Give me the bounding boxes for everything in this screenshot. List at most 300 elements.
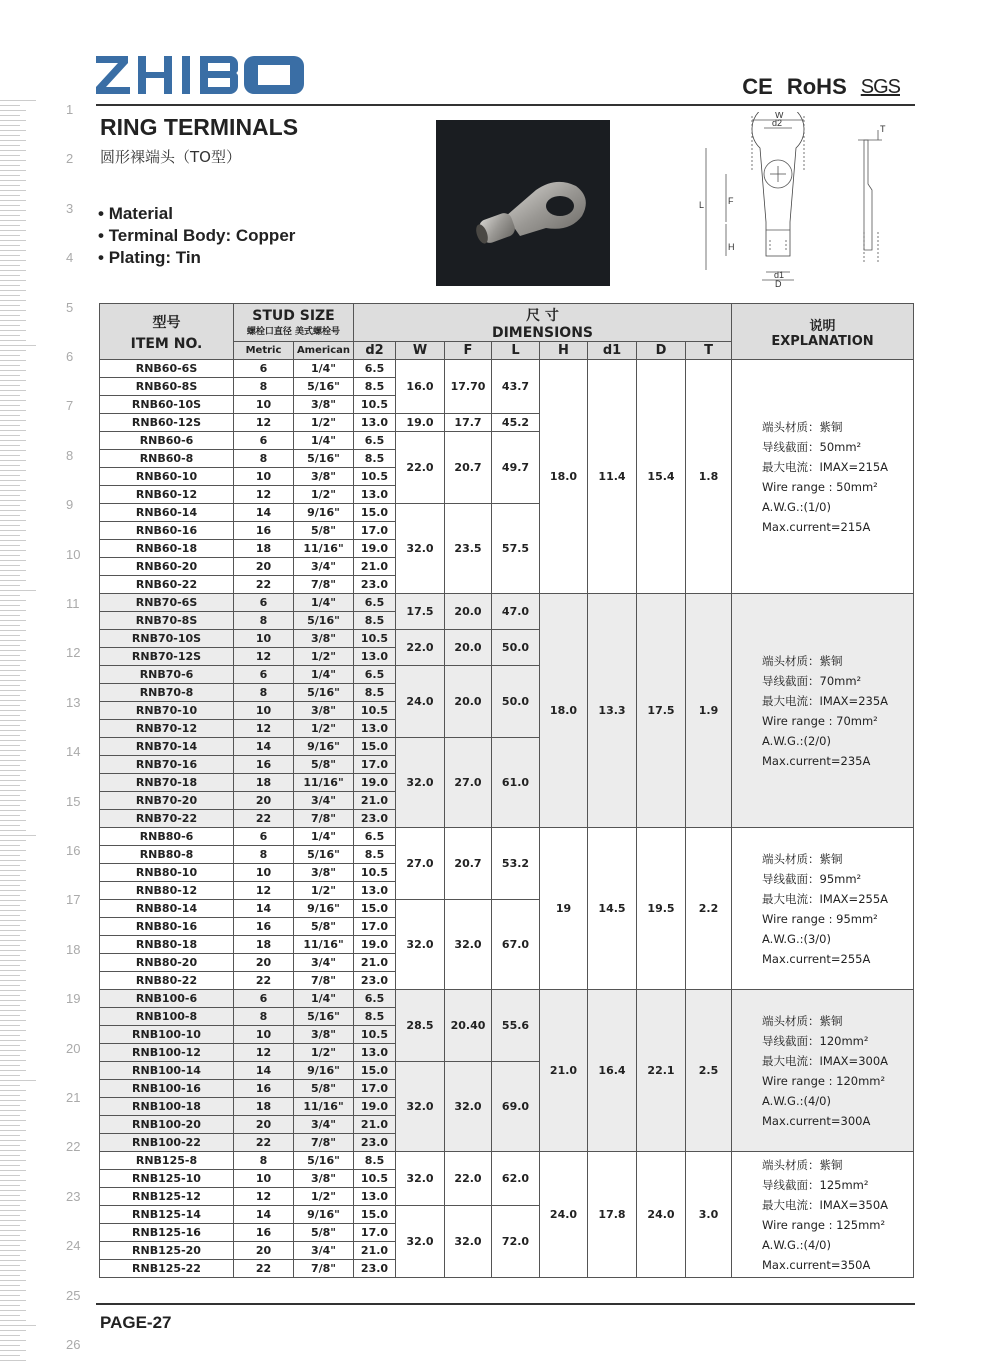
ruler-tick [0,1240,26,1241]
metric-cell: 16 [234,1224,294,1242]
ruler-tick [0,915,20,916]
label-w: W [775,112,784,120]
ruler-tick [0,305,20,306]
ruler-tick [0,725,20,726]
american-cell: 3/4" [294,1116,354,1134]
american-cell: 5/16" [294,1008,354,1026]
ruler-tick [0,1310,26,1311]
d2-cell: 13.0 [354,486,396,504]
item-no-cell: RNB60-10 [100,468,234,486]
ruler-tick [0,325,20,326]
ruler-tick [0,995,20,996]
metric-cell: 18 [234,774,294,792]
ruler-tick [0,200,26,201]
metric-cell: 22 [234,972,294,990]
american-cell: 7/8" [294,1260,354,1278]
american-cell: 7/8" [294,576,354,594]
d2-cell: 10.5 [354,630,396,648]
header-col-f: F [445,342,492,360]
metric-cell: 8 [234,1152,294,1170]
explanation-line: 端头材质：紫铜 [762,653,843,668]
item-no-cell: RNB60-20 [100,558,234,576]
explanation-line: A.W.G.:(2/0) [762,733,831,748]
ruler-tick [0,1070,26,1071]
ruler-tick [0,170,26,171]
ruler-tick [0,1005,20,1006]
metric-cell: 12 [234,414,294,432]
w-cell: 32.0 [396,504,445,594]
ruler-tick [0,235,20,236]
ruler-tick [0,1195,20,1196]
explanation-line: 最大电流：IMAX=235A [762,693,889,708]
metric-cell: 22 [234,576,294,594]
explanation-line: Max.current=235A [762,753,871,768]
header-dimensions [354,304,732,342]
ruler-tick [0,935,20,936]
metric-cell: 22 [234,1134,294,1152]
d2-cell: 8.5 [354,1008,396,1026]
ruler-tick [0,1225,20,1226]
ruler-tick [0,335,20,336]
ruler-tick [0,1160,26,1161]
american-cell: 7/8" [294,972,354,990]
item-no-cell: RNB70-22 [100,810,234,828]
d2-cell: 17.0 [354,918,396,936]
ruler-tick [0,845,20,846]
ruler-tick [0,1025,20,1026]
ruler-tick [0,1130,26,1131]
metric-cell: 22 [234,1260,294,1278]
item-no-cell: RNB60-16 [100,522,234,540]
w-cell: 32.0 [396,1206,445,1278]
explanation-line: Wire range : 95mm² [762,911,878,926]
ruler-tick [0,895,20,896]
h-cell: 19 [540,828,588,990]
d2-cell: 10.5 [354,468,396,486]
metric-cell: 14 [234,504,294,522]
w-cell: 32.0 [396,1152,445,1206]
ruler-tick [0,150,26,151]
ruler-tick [0,190,26,191]
table-row [100,360,914,378]
feature-item: • Material [98,203,295,225]
ruler-tick [0,1210,26,1211]
ruler-tick [0,685,20,686]
header-col-d: D [637,342,686,360]
ruler-tick [0,790,26,791]
metric-cell: 12 [234,1044,294,1062]
ruler-tick [0,310,26,311]
ruler-tick [0,1265,20,1266]
ruler-tick [0,645,20,646]
ruler-tick [0,1020,26,1021]
ruler-tick [0,565,20,566]
ruler-tick [0,1245,20,1246]
ruler-tick [0,1185,20,1186]
metric-cell: 10 [234,396,294,414]
d2-cell: 10.5 [354,702,396,720]
explanation-line: Wire range : 125mm² [762,1217,886,1232]
ruler-tick [0,155,20,156]
ruler-tick [0,1290,26,1291]
ruler-tick [0,265,20,266]
l-cell: 61.0 [492,738,540,828]
ruler-tick [0,775,20,776]
american-cell: 3/4" [294,1242,354,1260]
ruler-tick [0,700,26,701]
ruler-tick [0,290,26,291]
item-no-cell: RNB70-8S [100,612,234,630]
ruler-tick [0,320,26,321]
l-cell: 45.2 [492,414,540,432]
ruler-tick [0,1175,20,1176]
item-no-cell: RNB80-12 [100,882,234,900]
w-cell: 32.0 [396,1062,445,1152]
certification-marks [742,74,900,100]
d2-cell: 21.0 [354,792,396,810]
ruler-tick [0,300,26,301]
item-no-cell: RNB80-6 [100,828,234,846]
feature-list [98,203,295,269]
d2-cell: 13.0 [354,882,396,900]
american-cell: 3/8" [294,1026,354,1044]
american-cell: 1/4" [294,828,354,846]
ruler-tick [0,1205,20,1206]
american-cell: 1/2" [294,1188,354,1206]
metric-cell: 10 [234,1026,294,1044]
ruler-tick [0,105,20,106]
american-cell: 7/8" [294,1134,354,1152]
l-cell: 50.0 [492,630,540,666]
american-cell: 3/8" [294,630,354,648]
ruler-tick [0,600,26,601]
d1-cell: 16.4 [588,990,637,1152]
ruler-tick [0,1050,26,1051]
explanation-cell [732,360,914,594]
ruler-tick [0,1010,26,1011]
l-cell: 47.0 [492,594,540,630]
american-cell: 5/16" [294,378,354,396]
american-cell: 9/16" [294,738,354,756]
ruler-tick [0,440,26,441]
header-item-en: ITEM NO. [130,335,203,352]
item-no-cell: RNB70-16 [100,756,234,774]
f-cell: 32.0 [445,1206,492,1278]
ruler-tick [0,655,20,656]
ruler-tick [0,975,20,976]
l-cell: 57.5 [492,504,540,594]
ruler-tick [0,270,26,271]
item-no-cell: RNB70-20 [100,792,234,810]
ruler-tick [0,570,26,571]
ruler-tick [0,610,26,611]
explanation-line: 端头材质：紫铜 [762,851,843,866]
ruler-tick [0,920,26,921]
ruler-tick [0,525,20,526]
d2-cell: 8.5 [354,684,396,702]
ce-mark: CE [742,74,773,99]
ruler-tick [0,840,26,841]
metric-cell: 16 [234,1080,294,1098]
metric-cell: 12 [234,648,294,666]
header-explanation [732,304,914,360]
american-cell: 1/2" [294,648,354,666]
ruler-tick [0,755,20,756]
w-cell: 28.5 [396,990,445,1062]
d2-cell: 6.5 [354,828,396,846]
f-cell: 20.7 [445,432,492,504]
ruler-tick [0,1145,20,1146]
d2-cell: 23.0 [354,972,396,990]
header-dim-en: DIMENSIONS [491,324,594,341]
item-no-cell: RNB100-12 [100,1044,234,1062]
explanation-line: 端头材质：紫铜 [762,1157,843,1172]
ruler-tick [0,330,26,331]
ruler-tick [0,360,26,361]
ruler-tick [0,690,26,691]
ruler-number: 18 [66,941,81,957]
item-no-cell: RNB100-10 [100,1026,234,1044]
dimension-drawing [698,112,898,296]
metric-cell: 6 [234,594,294,612]
logo-graphic [96,54,350,96]
ruler-tick [0,240,26,241]
t-cell: 2.5 [686,990,732,1152]
explanation-cell [732,990,914,1152]
ruler-tick [0,295,20,296]
american-cell: 5/16" [294,450,354,468]
d2-cell: 23.0 [354,576,396,594]
table-row [100,594,914,612]
ruler-tick [0,1060,26,1061]
ruler-tick [0,825,20,826]
ruler-tick [0,405,20,406]
ruler-tick [0,125,20,126]
ruler-tick [0,800,26,801]
ruler-tick [0,420,26,421]
american-cell: 5/16" [294,1152,354,1170]
ruler-tick [0,380,26,381]
ruler-tick [0,415,20,416]
ruler-tick [0,215,20,216]
ruler-tick [0,590,36,591]
ruler-tick [0,1125,20,1126]
ruler-tick [0,900,26,901]
ruler-tick [0,560,26,561]
item-no-cell: RNB70-8 [100,684,234,702]
ruler-tick [0,175,20,176]
ruler-tick [0,140,26,141]
h-cell: 18.0 [540,360,588,594]
ruler-tick [0,910,26,911]
ruler-number: 11 [66,596,80,611]
ruler-tick [0,925,20,926]
ruler-tick [0,650,26,651]
ruler-number: 9 [66,497,74,513]
ruler-tick [0,230,26,231]
american-cell: 1/4" [294,360,354,378]
ruler-number: 22 [66,1139,81,1155]
f-cell: 23.5 [445,504,492,594]
ruler-tick [0,830,26,831]
item-no-cell: RNB100-14 [100,1062,234,1080]
american-cell: 11/16" [294,936,354,954]
ruler-tick [0,855,20,856]
ruler-number: 14 [66,744,81,760]
metric-cell: 14 [234,1062,294,1080]
ruler-tick [0,735,20,736]
ruler-tick [0,1235,20,1236]
item-no-cell: RNB60-14 [100,504,234,522]
american-cell: 3/8" [294,396,354,414]
item-no-cell: RNB70-10S [100,630,234,648]
ruler-tick [0,1260,26,1261]
page-subtitle: 圆形裸端头（TO型） [100,148,241,166]
d2-cell: 21.0 [354,558,396,576]
american-cell: 3/8" [294,1170,354,1188]
ruler-tick [0,1075,20,1076]
ruler-tick [0,890,26,891]
ruler-tick [0,425,20,426]
ruler-tick [0,1080,36,1081]
feature-item: • Plating: Tin [98,247,295,269]
item-no-cell: RNB70-12S [100,648,234,666]
ruler-tick [0,1110,26,1111]
metric-cell: 12 [234,1188,294,1206]
item-no-cell: RNB60-22 [100,576,234,594]
ruler-tick [0,1095,20,1096]
ruler-tick [0,460,26,461]
d-cell: 24.0 [637,1152,686,1278]
ruler-tick [0,1215,20,1216]
metric-cell: 16 [234,756,294,774]
ruler-tick [0,180,26,181]
ruler-tick [0,555,20,556]
ruler-tick [0,210,26,211]
ruler-tick [0,620,26,621]
t-cell: 1.8 [686,360,732,594]
d1-cell: 11.4 [588,360,637,594]
ruler-tick [0,885,20,886]
item-no-cell: RNB125-14 [100,1206,234,1224]
ruler-tick [0,795,20,796]
label-d2: d2 [772,118,783,128]
f-cell: 17.70 [445,360,492,414]
d2-cell: 8.5 [354,846,396,864]
american-cell: 11/16" [294,774,354,792]
ruler-tick [0,980,26,981]
item-no-cell: RNB60-18 [100,540,234,558]
t-cell: 3.0 [686,1152,732,1278]
f-cell: 22.0 [445,1152,492,1206]
d2-cell: 15.0 [354,900,396,918]
american-cell: 9/16" [294,1206,354,1224]
metric-cell: 18 [234,540,294,558]
item-no-cell: RNB125-12 [100,1188,234,1206]
d2-cell: 13.0 [354,720,396,738]
ruler-tick [0,960,26,961]
explanation-line: 最大电流：IMAX=350A [762,1197,889,1212]
ruler-tick [0,815,20,816]
explanation-cell [732,594,914,828]
item-no-cell: RNB70-10 [100,702,234,720]
item-no-cell: RNB100-6 [100,990,234,1008]
ruler-tick [0,1340,26,1341]
ruler-tick [0,970,26,971]
american-cell: 3/8" [294,864,354,882]
ruler-tick [0,1155,20,1156]
metric-cell: 10 [234,864,294,882]
ruler-tick [0,1040,26,1041]
table-row [100,828,914,846]
d2-cell: 10.5 [354,1026,396,1044]
explanation-line: 最大电流：IMAX=215A [762,459,889,474]
ruler-tick [0,595,20,596]
american-cell: 9/16" [294,900,354,918]
ruler-tick [0,400,26,401]
ruler-tick [0,605,20,606]
ruler-tick [0,835,36,836]
ruler-number: 3 [66,200,74,216]
ruler-number: 15 [66,793,81,809]
ruler-tick [0,465,20,466]
ruler-tick [0,340,26,341]
header-col-h: H [540,342,588,360]
f-cell: 20.40 [445,990,492,1062]
header-expl-en: EXPLANATION [771,333,874,349]
w-cell: 22.0 [396,432,445,504]
ruler-tick [0,1305,20,1306]
d2-cell: 6.5 [354,594,396,612]
ruler-tick [0,520,26,521]
page-ruler [0,100,81,1365]
ruler-tick [0,550,26,551]
ruler-tick [0,680,26,681]
ruler-tick [0,1065,20,1066]
item-no-cell: RNB125-22 [100,1260,234,1278]
ruler-tick [0,905,20,906]
header-dim-cn: 尺 寸 [526,307,559,324]
ruler-tick [0,870,26,871]
ruler-tick [0,1280,26,1281]
ruler-tick [0,470,26,471]
ruler-number: 2 [66,151,74,167]
ruler-tick [0,810,26,811]
d2-cell: 8.5 [354,1152,396,1170]
ruler-number: 23 [66,1188,81,1204]
item-no-cell: RNB100-18 [100,1098,234,1116]
d2-cell: 23.0 [354,1260,396,1278]
american-cell: 1/2" [294,882,354,900]
ruler-tick [0,770,26,771]
l-cell: 69.0 [492,1062,540,1152]
american-cell: 5/8" [294,756,354,774]
metric-cell: 14 [234,1206,294,1224]
ruler-number: 19 [66,991,81,1007]
ruler-tick [0,205,20,206]
ruler-tick [0,195,20,196]
d2-cell: 13.0 [354,648,396,666]
explanation-line: Max.current=300A [762,1113,871,1128]
ruler-tick [0,1165,20,1166]
ruler-tick [0,1325,36,1326]
ruler-tick [0,1275,20,1276]
ruler-tick [0,945,20,946]
ruler-tick [0,260,26,261]
ruler-number: 20 [66,1040,81,1056]
explanation-line: A.W.G.:(4/0) [762,1237,831,1252]
item-no-cell: RNB70-12 [100,720,234,738]
